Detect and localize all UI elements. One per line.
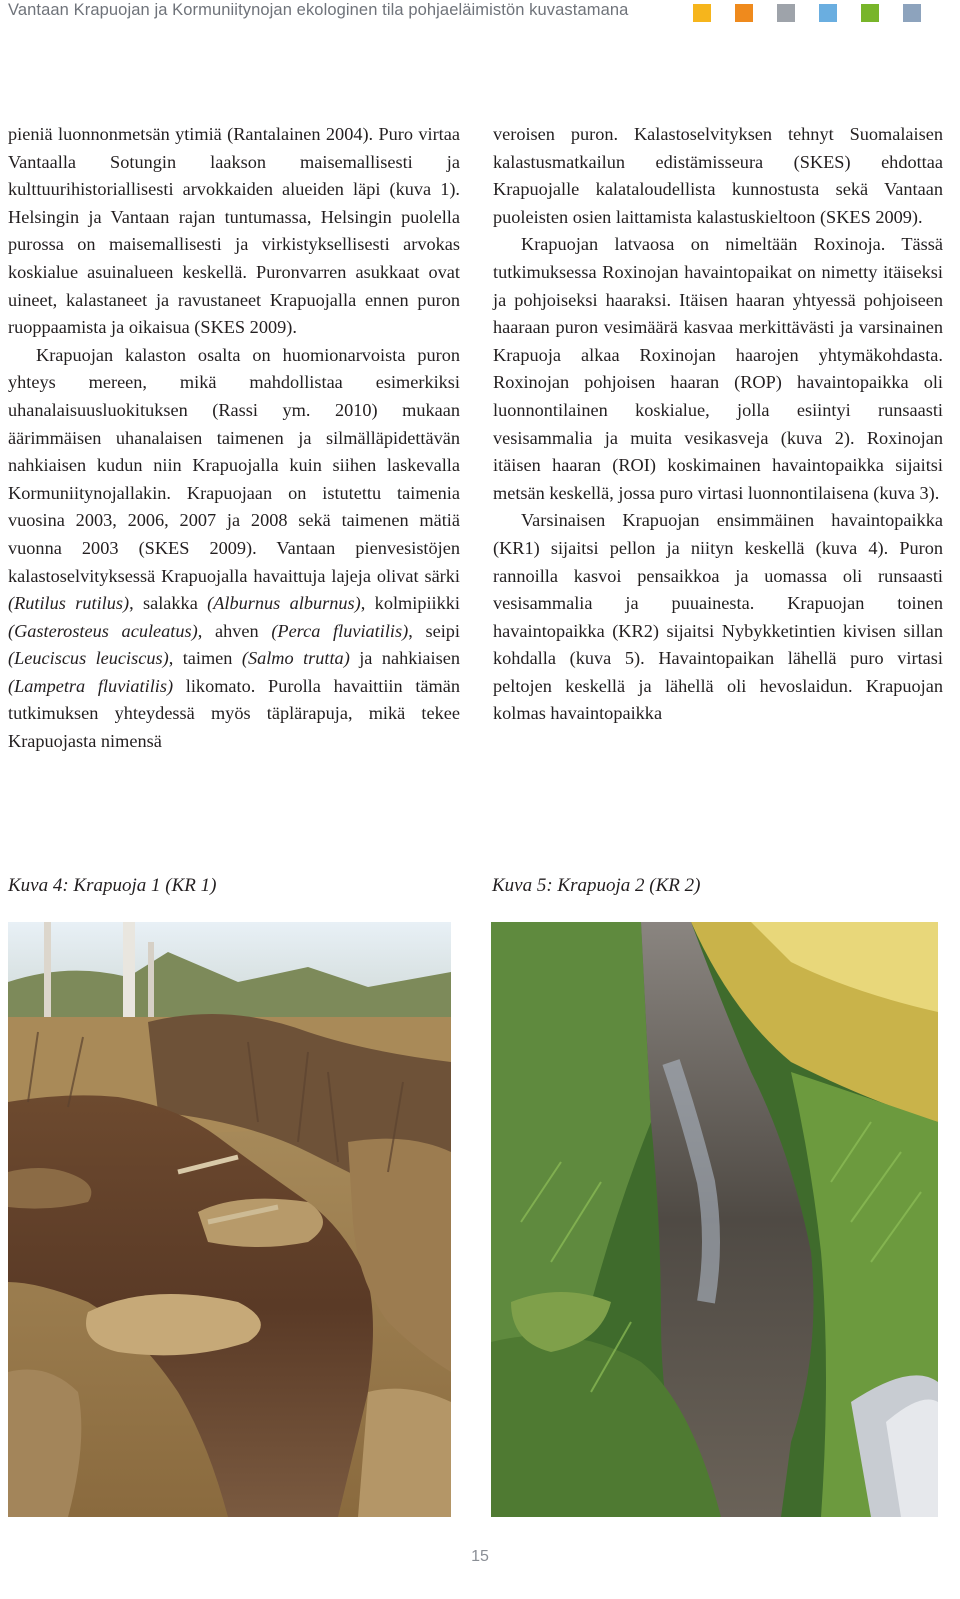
paragraph: Varsinaisen Krapuojan ensimmäinen havaintopaikka (KR1) sijaitsi pellon ja niityn keskellä (kuva 4). Puron rannoilla kasvoi pensaikkoa ja uomassa oli runsaasti vesisammalia ja puuainesta. Krapuojan toinen havaintopaikka (KR2) sijaitsi Nybykketintien kivisen sillan kohdalla (kuva 5). Havaintopaikan lähellä puro virtasi peltojen keskellä ja lähellä oli hevoslaidun. Krapuojan kolmas havaintopaikka bbox=[493, 510, 943, 724]
figure-caption-kr1: Kuva 4: Krapuoja 1 (KR 1) bbox=[8, 875, 217, 896]
figure-caption-kr2: Kuva 5: Krapuoja 2 (KR 2) bbox=[492, 875, 701, 896]
paragraph: veroisen puron. Kalastoselvityksen tehnyt Suomalaisen kalastusmatkailun edistämisseura (SKES) ehdottaa Krapuojalle kalataloudellista kunnostusta sekä Vantaan puoleisten osien laittamista kalastuskieltoon (SKES 2009). bbox=[493, 124, 943, 227]
left-text-column bbox=[8, 121, 460, 756]
color-square-blue bbox=[819, 4, 837, 22]
page-header bbox=[0, 0, 960, 26]
photo-krapuoja-1 bbox=[8, 922, 451, 1517]
running-title: Vantaan Krapuojan ja Kormuniitynojan ekologinen tila pohjaeläimistön kuvastamana bbox=[8, 1, 629, 19]
stream-photo-illustration bbox=[491, 922, 938, 1517]
right-text-column bbox=[493, 121, 943, 728]
color-square-slate bbox=[903, 4, 921, 22]
paragraph: pieniä luonnonmetsän ytimiä (Rantalainen 2004). Puro virtaa Vantaalla Sotungin laakson maisemallisesti ja kulttuurihistoriallisesti arvokkaiden alueiden läpi (kuva 1). Helsingin ja Vantaan rajan tuntumassa, Helsingin puolella purossa on maisemallisesti ja virkistyksellisesti arvokas koskialue asuinalueen keskellä. Puronvarren asukkaat ovat uineet, kalastaneet ja ravustaneet Krapuojalla ennen puron ruoppaamista ja oikaisua (SKES 2009). bbox=[8, 124, 460, 338]
color-square-yellow bbox=[693, 4, 711, 22]
species-name: (Rutilus rutilus) bbox=[8, 593, 130, 614]
species-name: (Salmo trutta) bbox=[241, 648, 350, 669]
page-number: 15 bbox=[471, 1548, 489, 1565]
species-name: (Lampetra fluviatilis) bbox=[8, 675, 174, 696]
species-name: (Perca fluviatilis) bbox=[271, 620, 409, 641]
species-name: (Leuciscus leuciscus) bbox=[8, 648, 169, 669]
photo-krapuoja-2 bbox=[491, 922, 938, 1517]
color-square-grey bbox=[777, 4, 795, 22]
paragraph: Krapuojan latvaosa on nimeltään Roxinoja. Tässä tutkimuksessa Roxinojan havaintopaikat on nimetty itäiseksi ja pohjoiseksi haaraksi. Itäisen haaran yhtyessä pohjoiseen haaraan puron vesimäärä kasvaa merkittävästi ja varsinainen Krapuoja alkaa Roxinojan haarojen yhtymäkohdasta. Roxinojan pohjoisen haaran (ROP) havaintopaikka oli luonnontilainen koskialue, jolla esiintyi runsaasti vesisammalia ja muita vesikasveja (kuva 2). Roxinojan itäisen haaran (ROI) koskimainen havaintopaikka sijaitsi metsän keskellä, jossa puro virtasi luonnontilaisena (kuva 3). bbox=[493, 234, 943, 503]
color-square-green bbox=[861, 4, 879, 22]
color-square-orange bbox=[735, 4, 753, 22]
stream-photo-illustration bbox=[8, 922, 451, 1517]
paragraph-fish-species: Krapuojan kalaston osalta on huomionarvoista puron yhteys mereen, mikä mahdollistaa esimerkiksi uhanalaisuusluokituksen (Rassi ym. 2010) mukaan äärimmäisen uhanalaisen taimenen ja silmälläpidettävän nahkiaisen kudun niin Krapuojalla kuin siihen laskevalla Kormuniitynojallakin. Krapuojaan on istutettu taimenia vuosina 2003, 2006, 2007 ja 2008 sekä taimenen mätiä vuonna 2003 (SKES 2009). Vantaan pienvesistöjen kalastoselvityksessä Krapuojalla havaittuja lajeja olivat särki (Rutilus rutilus), salakka (Alburnus alburnus), kolmipiikki (Gasterosteus aculeatus), ahven (Perca fluviatilis), seipi (Leuciscus leuciscus), taimen (Salmo trutta) ja nahkiaisen (Lampetra fluviatilis) likomato. Purolla havaittiin tämän tutkimuksen yhteydessä myös täplärapuja, mikä tekee Krapuojasta nimensä bbox=[8, 344, 460, 752]
species-name: (Alburnus alburnus) bbox=[207, 593, 361, 614]
species-name: (Gasterosteus aculeatus) bbox=[8, 620, 198, 641]
